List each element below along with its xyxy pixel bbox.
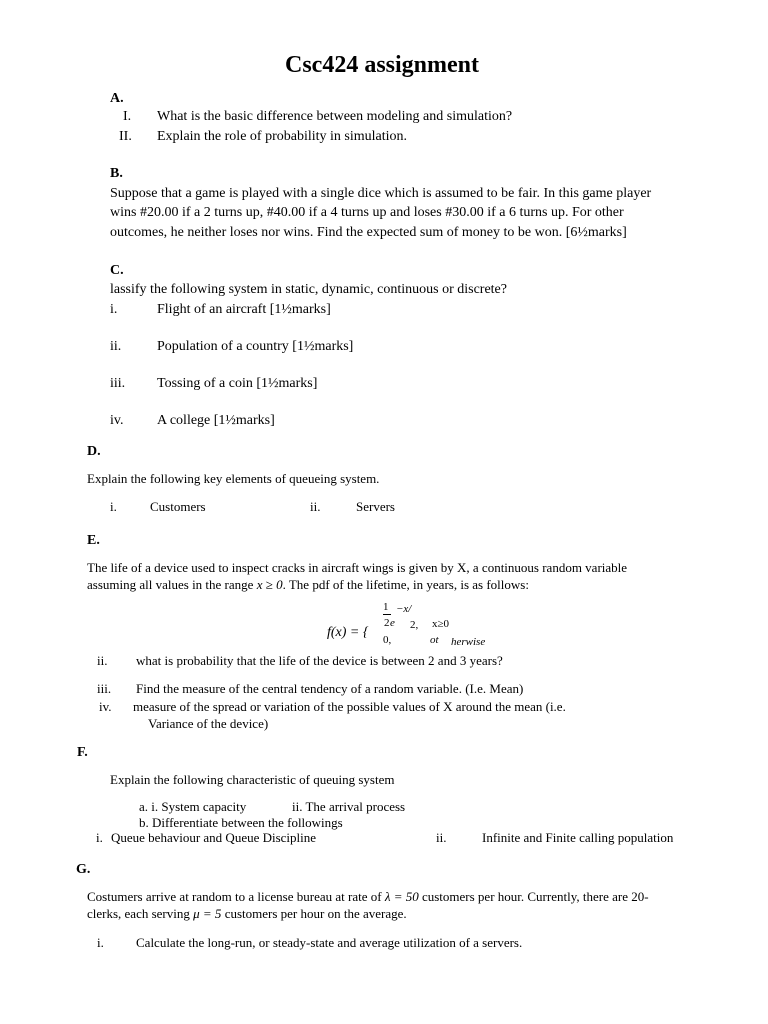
page-title: Csc424 assignment [285,52,480,78]
section-e-heading: E. [87,533,100,548]
section-d-heading: D. [87,444,101,459]
formula-otherwise-2: herwise [451,636,486,648]
section-f-ii-marker: ii. [436,830,447,845]
section-e-item-iii-text: Find the measure of the central tendency of a random variable. (I.e. Mean) [136,681,524,696]
section-c-item-2-text: Population of a country [1½marks] [157,339,354,354]
formula-e: e [390,617,395,629]
section-f-a-line: a. i. System capacity [139,799,247,814]
section-c-item-1-text: Flight of an aircraft [1½marks] [157,302,331,317]
section-f-heading: F. [77,745,88,760]
section-g-item-text: Calculate the long-run, or steady-state and average utilization of a servers. [136,935,523,950]
section-f-b-line: b. Differentiate between the followings [139,815,343,830]
section-d-item-1-marker: i. [110,499,117,514]
section-c-intro: lassify the following system in static, dynamic, continuous or discrete? [110,282,507,297]
section-e-item-ii-text: what is probability that the life of the device is between 2 and 3 years? [136,653,503,668]
section-a-item-1-marker: I. [123,109,132,124]
section-b-line-2: wins #20.00 if a 2 turns up, #40.00 if a 4 turns up and loses #30.00 if a 6 turns up. For other [110,205,624,220]
formula-exp-denominator: 2, [410,619,419,631]
section-f-i-marker: i. [96,830,103,845]
section-e-item-iv-marker: iv. [99,699,112,714]
formula-exponent: −x/ [396,603,412,615]
formula-lhs: f(x) = { [327,625,369,640]
section-e-line-2-post: . The pdf of the lifetime, in years, is as follows: [282,577,529,592]
section-g-line-2-post: customers per hour on the average. [221,906,407,921]
section-e-item-iv-cont: Variance of the device) [148,716,269,731]
formula-zero: 0, [383,634,392,646]
section-e-item-iii-marker: iii. [97,681,112,696]
section-e-line-2-pre: assuming all values in the range [87,577,257,592]
formula-one: 1 [383,601,389,613]
section-d-item-2-text: Servers [356,499,395,514]
section-c-item-3-marker: iii. [110,376,126,391]
section-a-item-2-text: Explain the role of probability in simulation. [157,129,408,144]
section-g-line-2-pre: clerks, each serving [87,906,194,921]
section-f-i-text: Queue behaviour and Queue Discipline [111,830,317,845]
section-a-heading: A. [110,91,124,106]
section-f-intro: Explain the following characteristic of queuing system [110,772,395,787]
formula-condition: x≥0 [432,618,450,630]
section-b-line-1: Suppose that a game is played with a single dice which is assumed to be fair. In this game player [110,186,652,201]
section-g-line-2 [87,906,407,922]
section-e-item-ii-marker: ii. [97,653,108,668]
formula-fraction-bar [383,614,391,615]
section-g-item-marker: i. [97,935,104,950]
section-a-item-1-text: What is the basic difference between modeling and simulation? [157,109,513,124]
section-g-line-1 [87,889,649,905]
section-g-heading: G. [76,862,91,877]
formula-two: 2 [384,617,390,629]
section-e-line-1: The life of a device used to inspect cracks in aircraft wings is given by X, a continuous random variable [87,560,628,575]
section-f-a-line-2: ii. The arrival process [292,799,406,814]
section-c-item-4-text: A college [1½marks] [157,413,275,428]
section-d-item-2-marker: ii. [310,499,321,514]
section-c-item-4-marker: iv. [110,413,124,428]
section-c-item-1-marker: i. [110,302,118,317]
section-d-item-1-text: Customers [150,499,206,514]
section-e-range-math: x ≥ 0 [256,577,283,592]
section-c-heading: C. [110,263,124,278]
section-g-mu: μ = 5 [193,906,222,921]
section-b-line-3: outcomes, he neither loses nor wins. Find the expected sum of money to be won. [6½marks] [110,225,627,240]
section-b-heading: B. [110,166,123,181]
section-e-item-iv-text: measure of the spread or variation of the possible values of X around the mean (i.e. [133,699,566,714]
section-c-item-3-text: Tossing of a coin [1½marks] [157,376,318,391]
section-e-line-2 [87,577,529,593]
formula-otherwise-1: ot [430,634,439,646]
section-c-item-2-marker: ii. [110,339,122,354]
section-g-line-1-post: customers per hour. Currently, there are 20- [418,889,649,904]
section-g-lambda: λ = 50 [384,889,419,904]
section-g-line-1-pre: Costumers arrive at random to a license bureau at rate of [87,889,385,904]
section-d-intro: Explain the following key elements of queueing system. [87,471,380,486]
section-a-item-2-marker: II. [119,129,132,144]
section-f-ii-text: Infinite and Finite calling population [482,830,674,845]
